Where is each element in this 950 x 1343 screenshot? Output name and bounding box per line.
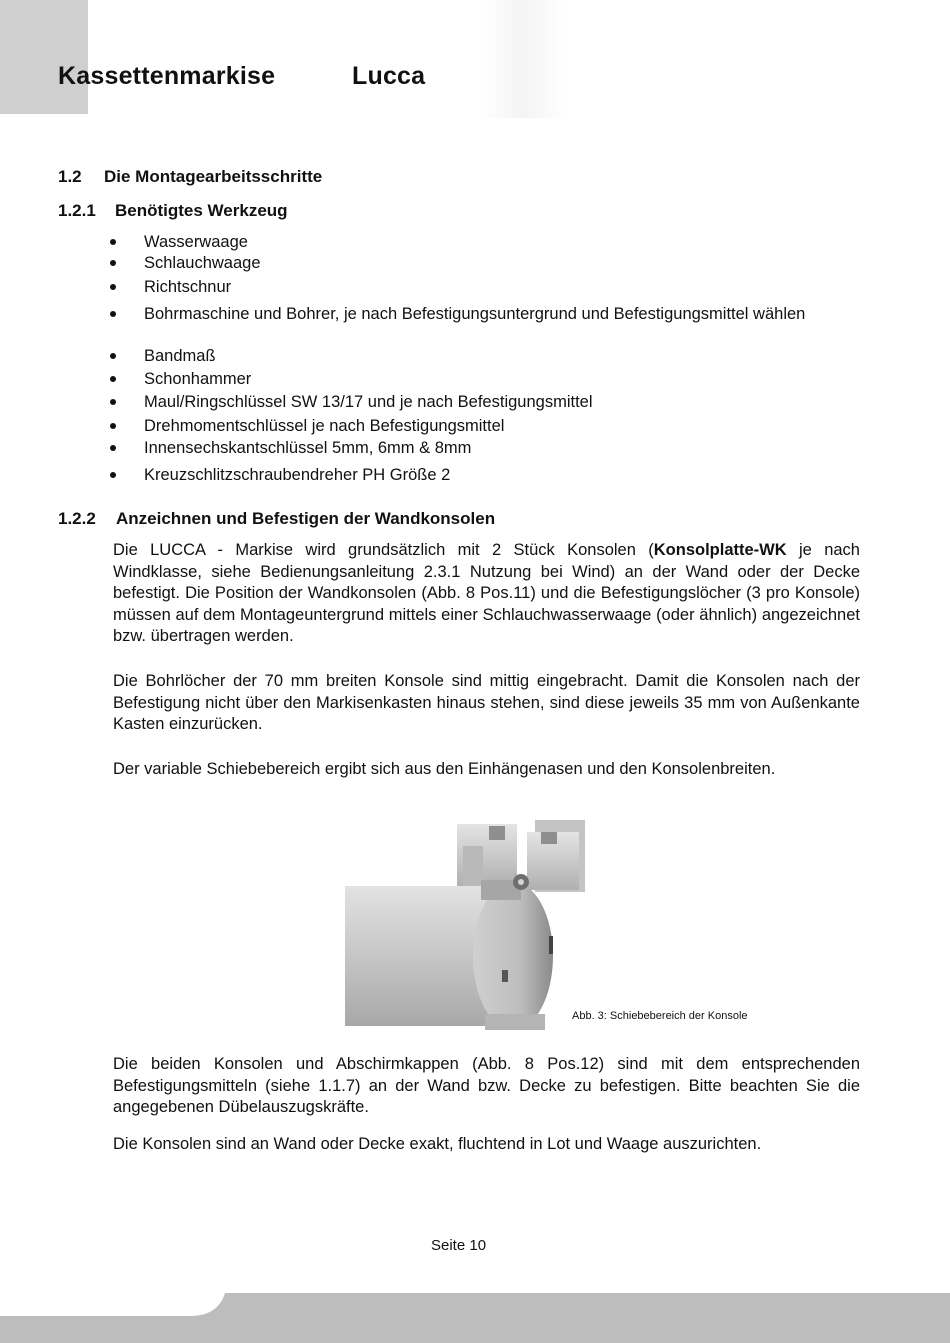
section-heading-1-2-1 [58, 201, 288, 221]
bullet-icon [110, 239, 116, 245]
bullet-icon [110, 445, 116, 451]
section-heading-1-2 [58, 167, 322, 187]
bullet-icon [110, 284, 116, 290]
header-title: Kassettenmarkise [58, 62, 276, 90]
list-item: Bandmaß [110, 346, 864, 366]
bullet-icon [110, 423, 116, 429]
figure-console-photo [345, 818, 595, 1030]
list-item: Schlauchwaage [110, 253, 864, 273]
section-heading-1-2-2 [58, 509, 495, 529]
bullet-icon [110, 399, 116, 405]
section-number: 1.2.2 [58, 509, 96, 528]
list-item: Richtschnur [110, 277, 864, 297]
section-number: 1.2 [58, 167, 82, 186]
bullet-icon [110, 311, 116, 317]
header-decoration [480, 0, 565, 118]
list-item: Bohrmaschine und Bohrer, je nach Befestigungsuntergrund und Befestigungsmittel wählen [110, 304, 864, 324]
list-item: Kreuzschlitzschraubendreher PH Größe 2 [110, 465, 864, 485]
paragraph-abschirmkappen: Die beiden Konsolen und Abschirmkappen (Abb. 8 Pos.12) sind mit dem entsprechenden Befestigungsmitteln (siehe 1.1.7) an der Wand bzw. Decke zu befestigen. Bitte beachten Sie die angegebenen Dübelauszugskräfte. [113, 1055, 860, 1116]
list-item: Maul/Ringschlüssel SW 13/17 und je nach Befestigungsmittel [110, 392, 864, 412]
list-item: Innensechskantschlüssel 5mm, 6mm & 8mm [110, 438, 864, 458]
footer-band [0, 1290, 950, 1343]
paragraph-ausrichten: Die Konsolen sind an Wand oder Decke exakt, fluchtend in Lot und Waage auszurichten. [113, 1135, 762, 1153]
paragraph-schiebebereich: Der variable Schiebebereich ergibt sich aus den Einhängenasen und den Konsolenbreiten. [113, 760, 776, 778]
header-model: Lucca [352, 62, 426, 90]
section-title: Die Montagearbeitsschritte [104, 167, 323, 186]
bullet-icon [110, 260, 116, 266]
section-number: 1.2.1 [58, 201, 96, 220]
header-corner-block [0, 0, 88, 114]
paragraph-konsolen: Die LUCCA - Markise wird grundsätzlich mit 2 Stück Konsolen (Konsolplatte-WK je nach Windklasse, siehe Bedienungsanleitung 2.3.1 Nutzung bei Wind) an der Wand oder der Decke befestigt. Die Position der Wandkonsolen (Abb. 8 Pos.11) und die Befestigungslöcher (3 pro Konsole) müssen auf dem Montageuntergrund mittels einer Schlauchwasserwaage (oder ähnlich) angezeichnet bzw. übertragen werden. [113, 541, 860, 645]
section-title: Benötigtes Werkzeug [115, 201, 288, 220]
figure-caption: Abb. 3: Schiebebereich der Konsole [572, 1010, 748, 1022]
page-number: Seite 10 [431, 1237, 487, 1254]
bullet-icon [110, 376, 116, 382]
awning-console-illustration [345, 818, 595, 1030]
bullet-icon [110, 472, 116, 478]
list-item: Drehmomentschlüssel je nach Befestigungsmittel [110, 416, 864, 436]
section-title: Anzeichnen und Befestigen der Wandkonsolen [116, 509, 496, 528]
emphasis-konsolplatte: Konsolplatte-WK [653, 541, 787, 559]
bullet-icon [110, 353, 116, 359]
list-item: Schonhammer [110, 369, 864, 389]
list-item: Wasserwaage [110, 232, 864, 252]
paragraph-bohrloecher: Die Bohrlöcher der 70 mm breiten Konsole sind mittig eingebracht. Damit die Konsolen nach der Befestigung nicht über den Markisenkasten hinaus stehen, sind diese jeweils 35 mm von Außenkante Kasten einzurücken. [113, 672, 860, 733]
